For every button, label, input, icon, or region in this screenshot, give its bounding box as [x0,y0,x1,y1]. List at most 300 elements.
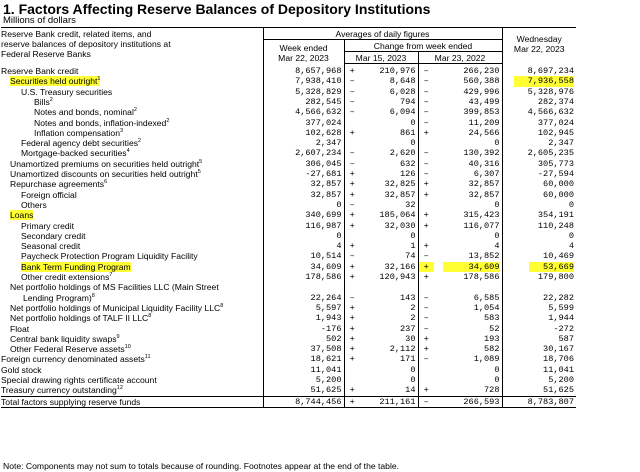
change-mar15-sign: + [349,261,355,272]
table-row [1,76,576,86]
header-label-line: Reserve Bank credit, related items, and [1,29,152,39]
change-mar15-value: 74 [405,251,416,262]
week-ended-value-cell [263,64,344,77]
change-mar23-sign-cell [418,200,434,210]
change-mar23-value: 0 [494,199,500,210]
change-mar15-sign-cell [344,323,360,333]
change-mar15-value-cell [360,251,418,261]
wednesday-value: 60,000 [543,189,574,200]
row-label [23,293,95,303]
change-mar23-value: 32,857 [468,179,500,190]
table-row [1,138,576,148]
change-mar23-value-cell [434,148,502,158]
footnote-marker: 8 [148,313,152,320]
change-mar15-sign-cell [344,282,360,292]
change-mar15-sign-cell [344,344,360,354]
change-mar15-sign-cell [344,128,360,138]
change-mar15-sign: + [349,210,355,221]
change-mar23-value-cell [434,293,502,303]
row-label-cell [1,272,263,282]
change-mar15-value: 2,620 [389,148,416,159]
row-label-text: Other credit extensions [21,272,110,283]
row-label [10,324,29,334]
table-row [1,148,576,158]
table-row [1,272,576,282]
wednesday-value: 4 [568,241,574,252]
row-label-cell [1,138,263,148]
change-mar23-value: 178,586 [463,272,500,283]
week-ended-value-cell [263,375,344,385]
week-ended-value-cell [263,365,344,375]
change-mar15-value-cell [360,385,418,396]
change-mar15-sign: – [349,148,355,159]
change-mar23-sign: + [423,127,429,138]
wednesday-value: 10,469 [543,251,574,262]
change-mar23-sign: + [423,385,429,396]
table-row [1,385,576,396]
row-label [21,138,141,148]
footnote-marker: 8 [91,292,95,299]
row-label-cell [1,159,263,169]
change-mar15-value-cell [360,159,418,169]
week-ended-value-cell [263,220,344,230]
change-mar15-sign-cell [344,117,360,127]
row-label-cell [1,282,263,292]
wednesday-value-cell [502,148,576,158]
change-mar23-sign-cell [418,220,434,230]
change-mar23-sign: – [423,292,429,303]
table-row [1,354,576,364]
wednesday-value: 354,191 [537,210,574,221]
row-label-cell [1,76,263,86]
wednesday-value: 587 [558,333,574,344]
change-mar23-sign-cell [418,107,434,117]
change-mar23-sign: + [423,241,429,252]
week-ended-value-cell [263,231,344,241]
row-label-cell [1,200,263,210]
row-label-cell [1,313,263,323]
footnote-note: Note: Components may not sum to totals because of rounding. Footnotes appear at the end of the table. [3,461,400,471]
change-mar23-value-cell [434,138,502,148]
wednesday-value: 4,566,632 [527,107,574,118]
row-label-text: Seasonal credit [21,241,81,252]
table-row [1,210,576,220]
change-mar15-sign: – [349,107,355,118]
change-mar23-value: 4 [494,241,500,252]
row-label-text: Special drawing rights certificate account [1,375,157,385]
table-row [1,334,576,344]
change-mar23-sign-cell [418,169,434,179]
change-mar15-sign: – [349,251,355,262]
change-mar15-value-cell [360,262,418,272]
change-mar15-value: 32,030 [384,220,416,231]
header-averages: Averages of daily figures [263,28,502,40]
wednesday-value-cell [502,231,576,241]
week-ended-value: 0 [336,199,342,210]
wednesday-value: 5,328,976 [527,86,574,97]
header-week-ended [263,40,344,64]
change-mar23-sign-cell [418,344,434,354]
change-mar15-value-cell [360,97,418,107]
row-label-cell [1,334,263,344]
footnote-marker: 2 [166,117,170,124]
change-mar23-value-cell [434,210,502,220]
wednesday-value: 110,248 [537,220,574,231]
wednesday-value-cell [502,323,576,333]
change-mar15-value-cell [360,200,418,210]
row-label-text: Net portfolio holdings of MS Facilities LLC (Main Street [10,282,219,293]
total-wednesday-value: 8,783,807 [502,396,576,407]
change-mar23-value: 32,857 [468,189,500,200]
footnote-marker: 9 [116,333,120,340]
row-label-text: Secondary credit [21,230,86,241]
week-ended-value-cell [263,117,344,127]
row-label [21,272,112,282]
week-ended-value: 377,024 [305,117,342,128]
week-ended-value-cell [263,354,344,364]
row-label-cell [1,148,263,158]
wednesday-value: 377,024 [537,117,574,128]
change-mar23-value: 1,054 [473,302,500,313]
table-row [1,97,576,107]
change-mar15-sign-cell [344,220,360,230]
wednesday-value: 102,945 [537,127,574,138]
wednesday-value: 0 [568,199,574,210]
change-mar23-sign: – [423,251,429,262]
row-label-text: Central bank liquidity swaps [10,333,117,344]
footnote-marker: 4 [126,148,130,155]
wednesday-value: 1,944 [548,313,574,324]
header-change-from: Change from week ended [344,40,502,52]
row-label-text: Other Federal Reserve assets [10,344,125,355]
change-mar15-sign-cell [344,179,360,189]
table-row [1,251,576,261]
row-label [1,365,42,375]
change-mar15-value: 32,166 [384,261,416,272]
row-label [10,159,202,169]
week-ended-value-cell [263,334,344,344]
week-ended-value: 306,045 [305,158,342,169]
row-label [21,87,112,97]
header-week-line: Week ended [279,42,328,53]
change-mar23-sign-cell [418,251,434,261]
wednesday-value: -27,594 [537,169,574,180]
week-ended-value: 32,857 [310,189,342,200]
change-mar15-value: 0 [410,364,416,375]
week-ended-value: 5,328,829 [295,86,342,97]
change-mar23-sign: – [423,158,429,169]
change-mar15-value: 32 [405,199,416,210]
change-mar23-value-cell [434,117,502,127]
row-label-text: Loans [10,210,34,221]
row-label [10,313,151,323]
change-mar23-value: 34,609 [443,262,500,272]
change-mar23-value-cell [434,354,502,364]
change-mar15-sign-cell [344,354,360,364]
wednesday-value-cell [502,282,576,292]
row-label-text: Federal agency debt securities [21,138,139,149]
header-wednesday-date: Mar 22, 2023 [513,44,565,54]
change-mar15-value-cell [360,282,418,292]
row-label [21,241,80,251]
table-row [1,365,576,375]
week-ended-value: 5,597 [315,302,342,313]
wednesday-value-cell [502,385,576,396]
change-mar15-value-cell [360,138,418,148]
change-mar15-sign-cell [344,241,360,251]
row-label-cell [1,220,263,230]
change-mar23-sign-cell [418,117,434,127]
week-ended-value: 340,699 [305,210,342,221]
row-label-text: Unamortized discounts on securities held outright [10,169,198,180]
change-mar15-sign-cell [344,97,360,107]
wednesday-value-cell [502,262,576,272]
footnote-marker: 2 [138,138,142,145]
change-mar15-sign: – [349,199,355,210]
change-mar23-value: 0 [494,138,500,149]
wednesday-value-cell [502,241,576,251]
header-wednesday [502,28,576,64]
change-mar23-value-cell [434,169,502,179]
change-mar15-value-cell [360,365,418,375]
change-mar23-sign-cell [418,148,434,158]
wednesday-value-cell [502,76,576,86]
footnote-marker: 2 [133,107,137,114]
change-mar15-value: 30 [405,333,416,344]
row-label-text: Float [10,323,30,334]
week-ended-value: 5,200 [315,375,342,385]
wednesday-value-cell [502,220,576,230]
wednesday-value: -272 [553,323,574,334]
table-row [1,303,576,313]
wednesday-value-cell [502,117,576,127]
change-mar23-value-cell [434,231,502,241]
table-row [1,159,576,169]
week-ended-value: 37,508 [310,344,342,355]
week-ended-value-cell [263,344,344,354]
change-mar23-sign-cell [418,231,434,241]
wednesday-value: 60,000 [543,179,574,190]
wednesday-value-cell [502,138,576,148]
week-ended-value-cell [263,169,344,179]
change-mar15-value-cell [360,334,418,344]
change-mar15-value: 185,064 [379,210,416,221]
week-ended-value-cell [263,76,344,86]
row-label [10,282,219,292]
change-mar15-value: 32,857 [384,189,416,200]
change-mar23-value: 266,230 [463,66,500,77]
change-mar15-value: 0 [410,117,416,128]
row-label-cell [1,344,263,354]
wednesday-value: 51,625 [543,385,574,396]
week-ended-value: 32,857 [310,179,342,190]
change-mar15-value: 0 [410,375,416,385]
table-row [1,344,576,354]
table-row [1,231,576,241]
change-mar15-sign-cell [344,138,360,148]
change-mar15-value-cell [360,313,418,323]
change-mar23-value-cell [434,64,502,77]
change-mar15-value: 2 [410,313,416,324]
change-mar23-sign: + [423,210,429,221]
wednesday-value: 282,374 [537,96,574,107]
change-mar23-sign-cell [418,334,434,344]
change-mar15-sign-cell [344,365,360,375]
change-mar23-sign: – [423,354,429,365]
row-label-text: Lending Program) [23,292,92,303]
row-label-text: Reserve Bank credit [1,66,79,77]
change-mar23-value: 116,077 [463,220,500,231]
change-mar23-value-cell [434,344,502,354]
change-mar15-value: 0 [410,230,416,241]
row-label-text: Paycheck Protection Program Liquidity Facility [21,251,198,262]
change-mar15-value-cell [360,375,418,385]
change-mar15-sign-cell [344,313,360,323]
table-row [1,293,576,303]
row-label-text: Others [21,199,47,210]
week-ended-value: 22,264 [310,292,342,303]
wednesday-value-cell [502,190,576,200]
wednesday-value-cell [502,293,576,303]
header-col-mar23: Mar 23, 2022 [418,52,502,64]
change-mar15-value-cell [360,169,418,179]
week-ended-value-cell [263,323,344,333]
footnote-marker: 8 [220,303,224,310]
row-label-cell [1,107,263,117]
change-mar15-sign-cell [344,262,360,272]
footnote-marker: 1 [97,76,101,83]
change-mar15-value-cell [360,107,418,117]
change-mar15-sign-cell [344,334,360,344]
table-row [1,262,576,272]
change-mar23-sign: – [423,117,429,128]
row-label [1,354,151,364]
wednesday-value-cell [502,344,576,354]
change-mar23-sign-cell [418,365,434,375]
week-ended-value-cell [263,262,344,272]
week-ended-value: -176 [320,323,342,334]
units-subtitle: Millions of dollars [3,15,76,26]
wednesday-value: 30,167 [543,344,574,355]
wednesday-value-cell [502,251,576,261]
header-week-date: Mar 22, 2023 [278,52,329,63]
wednesday-value-cell [502,179,576,189]
total-mar23-value: 266,593 [434,396,502,407]
change-mar15-sign: + [349,169,355,180]
change-mar15-sign-cell [344,87,360,97]
change-mar15-sign: + [349,241,355,252]
change-mar15-sign: + [349,344,355,355]
change-mar15-value: 14 [405,385,416,396]
footnote-marker: 5 [199,158,203,165]
change-mar15-value-cell [360,179,418,189]
header-label-line: reserve balances of depository institutions at [1,39,171,49]
wednesday-value: 2,347 [548,138,574,149]
change-mar23-value-cell [434,282,502,292]
change-mar15-sign: + [349,385,355,396]
total-label: Total factors supplying reserve funds [1,396,263,407]
change-mar15-value: 794 [400,96,416,107]
table-row [1,220,576,230]
wednesday-value: 305,773 [537,158,574,169]
row-label-text: Treasury currency outstanding [1,385,117,396]
change-mar15-sign: + [349,354,355,365]
change-mar23-value-cell [434,262,502,272]
change-mar23-sign-cell [418,159,434,169]
change-mar15-value-cell [360,117,418,127]
week-ended-value-cell [263,241,344,251]
wednesday-value-cell [502,210,576,220]
change-mar15-value-cell [360,76,418,86]
change-mar23-sign: + [423,333,429,344]
change-mar15-value-cell [360,293,418,303]
footnote-marker: 3 [120,128,124,135]
change-mar23-value: 583 [484,313,500,324]
wednesday-value: 2,605,235 [527,148,574,159]
week-ended-value-cell [263,385,344,396]
row-label-text: Net portfolio holdings of Municipal Liquidity Facility LLC [10,302,221,313]
week-ended-value-cell [263,128,344,138]
table-row [1,375,576,385]
change-mar23-sign-cell [418,87,434,97]
row-label-cell [1,64,263,77]
change-mar15-value-cell [360,323,418,333]
wednesday-value-cell [502,272,576,282]
header-col-mar15: Mar 15, 2023 [344,52,418,64]
row-label [1,66,78,76]
change-mar23-value-cell [434,385,502,396]
row-label-text: Bills [34,96,50,107]
change-mar23-value: 728 [484,385,500,396]
wednesday-value: 8,697,234 [527,66,574,77]
footnote-marker: 11 [144,354,151,361]
change-mar15-sign-cell [344,107,360,117]
change-mar23-sign: – [423,313,429,324]
row-label-cell [1,293,263,303]
row-label-text: Inflation compensation [34,127,120,138]
change-mar23-value-cell [434,272,502,282]
table-row [1,64,576,77]
wednesday-value: 5,599 [548,302,574,313]
change-mar23-value-cell [434,375,502,385]
change-mar15-value-cell [360,241,418,251]
change-mar15-sign-cell [344,169,360,179]
change-mar23-value-cell [434,365,502,375]
row-label-text: Securities held outright [10,76,98,87]
wednesday-value-cell [502,365,576,375]
change-mar23-sign: – [423,323,429,334]
change-mar23-value: 24,566 [468,127,500,138]
change-mar15-value: 632 [400,158,416,169]
change-mar23-value: 429,996 [463,86,500,97]
row-label-cell [1,365,263,375]
table-row [1,117,576,127]
change-mar23-value: 6,307 [473,169,500,180]
change-mar23-value-cell [434,251,502,261]
change-mar15-value-cell [360,87,418,97]
change-mar15-sign-cell [344,293,360,303]
total-week-ended-value: 8,744,456 [263,396,344,407]
change-mar15-value-cell [360,344,418,354]
week-ended-value-cell [263,293,344,303]
change-mar23-sign-cell [418,76,434,86]
wednesday-value-cell [502,87,576,97]
reserve-factors-table [1,27,576,408]
change-mar23-sign-cell [418,138,434,148]
change-mar23-value: 582 [484,344,500,355]
footnote-marker: 2 [49,97,53,104]
week-ended-value: 4 [336,241,342,252]
